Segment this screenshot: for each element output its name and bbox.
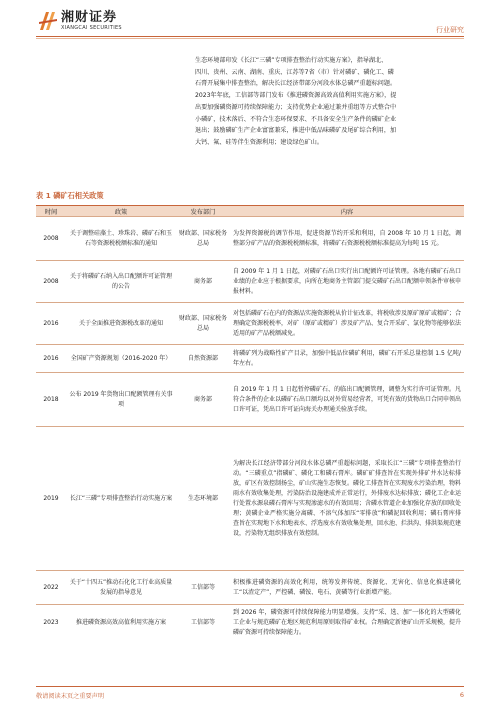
cell-content: 自 2009 年 1 月 1 日起，对磷矿石出口实行出口配额许可证管理。各地有磷矿石出口业绩的企业应于根据要求，向所在地商务主管部门提交磷矿石出口配额申领条件审核申报材料。 [230, 261, 464, 303]
cell-year: 2008 [36, 261, 66, 303]
cell-dept: 商务部 [176, 373, 230, 427]
cell-year: 2023 [36, 605, 66, 641]
footer-disclaimer: 敬请阅读末页之重要声明 [36, 693, 105, 700]
intro-line: 2023年年底，工信部等部门发布《推进磷资源高效高值利用实施方案》，提 [195, 92, 397, 100]
intro-line: 退出；鼓励磷矿生产企业富富兼采，推进中低品味磷矿及尾矿综合利用，加 [195, 127, 397, 135]
table-header-row [36, 206, 464, 217]
intro-line: 石膏开展集中排查整治，解决长江经济带部分河段水体总磷严重超标问题。 [195, 80, 397, 88]
brand-logo [38, 10, 122, 32]
table-row [36, 605, 464, 641]
table-row [36, 217, 464, 261]
cell-content: 将磷矿列为战略性矿产目录，加强中低品位磷矿利用，磷矿石开采总量控制 1.5 亿吨/年左右。 [230, 345, 464, 373]
cell-year: 2022 [36, 571, 66, 605]
intro-line: 小磷矿，技术落后、不符合生态环保要求、不具备安全生产条件的磷矿企业 [195, 115, 397, 123]
page-number: 6 [459, 691, 464, 699]
table-title: 表 1 磷矿石相关政策 [36, 191, 104, 200]
column-header-content: 内容 [230, 206, 464, 217]
table-row [36, 345, 464, 373]
footer-divider [36, 686, 464, 687]
cell-policy: 全国矿产资源规划（2016-2020 年） [66, 345, 176, 373]
column-header-year: 时间 [36, 206, 66, 217]
cell-content: 为解决长江经济带部分河段水体总磷严重超标问题，采取长江“三磷”专项排查整治行动。“三磷重点”指磷矿、磷化工和磷石膏库。磷矿矿排查旨在实现外排矿井水达标排放，矿区有效控制扬尘，矿山实施生态恢复。磷化工排查旨在实现废水污染治理，物料雨水有效收集处理，污染防治设施建成并正常运行，外排废水达标排放；磷化工企业运行处置水源泉磷石膏库与实现渗滤水的有效回用；含磷水管道企业加强化存放的回收处理；黄磷企业严格实施分离磷、不溶气体加压“零排放”和磷泥回收利用；磷石膏库排查旨在实现地下水和地表水、浮选废水有效收集处理，回水池、拦洪沟、排洪渠规范建设，污染物无组织排放有效控制。 [230, 427, 464, 571]
cell-year: 2016 [36, 345, 66, 373]
intro-paragraph [195, 55, 467, 149]
cell-dept: 财政部、国家税务总局 [176, 303, 230, 345]
policy-table [36, 205, 464, 641]
intro-line: 出要加强磷资源可持续保障能力；支持优势企业通过兼并重组等方式整合中 [195, 103, 397, 111]
header-divider [36, 36, 464, 37]
logo-mark-icon [38, 10, 58, 32]
cell-dept: 商务部 [176, 261, 230, 303]
cell-year: 2008 [36, 217, 66, 261]
column-header-dept: 发布部门 [176, 206, 230, 217]
brand-name-cn: 湘财证券 [61, 9, 118, 25]
cell-dept: 工信部等 [176, 605, 230, 641]
table-row [36, 303, 464, 345]
cell-policy: 长江“三磷”专项排查整治行动实施方案 [66, 427, 176, 571]
policy-table-wrapper [36, 205, 464, 641]
cell-policy: 关于将磷矿石纳入出口配额许可证管理的公告 [66, 261, 176, 303]
column-header-policy: 政策 [66, 206, 176, 217]
intro-line: 生态环境部印发《长江“三磷”专项排查整治行动实施方案》，指导湖北、 [195, 57, 388, 64]
cell-policy: 公布 2019 年货物出口配额管理有关事项 [66, 373, 176, 427]
intro-line: 四川、贵州、云南、湖南、重庆、江苏等7省（市）针对磷矿、磷化工、磷 [195, 68, 394, 76]
cell-policy: 关于调整硅藻土、珍珠岩、磷矿石和玉石等资源税税额标准的通知 [66, 217, 176, 261]
table-row [36, 261, 464, 303]
cell-content: 到 2026 年，磷资源可持续保障能力明显增强。支持“采、选、加”一体化的大型磷化工企业与规范磷矿在地区规范利用原则取得矿业权。合理确定新建矿山开采规模，提升磷矿资源可持续保障能力。 [230, 605, 464, 641]
cell-content: 自 2019 年 1 月 1 日起暂停磷矿石、的临出口配额管理，调整为实行许可证管理。凡符合条件的企业以磷矿石出口额均以对外贸易经营者，可凭有效的货物出口合同申领出口许可证，凭出口许可证向海关办理通关验放手续。 [230, 373, 464, 427]
table-row [36, 427, 464, 571]
section-label: 行业研究 [436, 26, 464, 34]
cell-dept: 工信部等 [176, 571, 230, 605]
cell-content: 对包括磷矿石在内的资源品实施资源税从价计征改革，将税收涉及原矿原矿或精矿；合理确定资源税税率，对矿（原矿或精矿）涉及矿产品、复合开采矿、氯化物等能够依法适用的矿产品税额减免。 [230, 303, 464, 345]
table-row [36, 373, 464, 427]
cell-year: 2019 [36, 427, 66, 571]
cell-content: 为发挥资源税的调节作用，促进资源节约开采和利用，自 2008 年 10 月 1 日起，调整部分矿产品的资源税税额标准，将磷矿石资源税税额标准提高为每吨 15 元。 [230, 217, 464, 261]
table-row [36, 571, 464, 605]
cell-year: 2016 [36, 303, 66, 345]
cell-year: 2018 [36, 373, 66, 427]
header-divider-secondary [36, 38, 464, 39]
cell-content: 积极推进磷资源的高效化利用，统筹发挥传统、资源化、无害化、信息化推进磷化工“以渣定产”，严控磷、磷铵、电石、黄磷等行业新增产能。 [230, 571, 464, 605]
cell-policy: 关于全面推进资源税改革的通知 [66, 303, 176, 345]
page-header [0, 0, 500, 44]
cell-dept: 自然资源部 [176, 345, 230, 373]
intro-line: 大钙、氟、硅等伴生资源利用；建设绿色矿山。 [195, 138, 323, 146]
cell-policy: 推进磷资源高效高值利用实施方案 [66, 605, 176, 641]
cell-dept: 财政部、国家税务总局 [176, 217, 230, 261]
cell-policy: 关于“十四五”推动石化化工行业高质量发展的指导意见 [66, 571, 176, 605]
brand-name-en: XIANGCAI SECURITIES [61, 24, 122, 31]
cell-dept: 生态环境部 [176, 427, 230, 571]
